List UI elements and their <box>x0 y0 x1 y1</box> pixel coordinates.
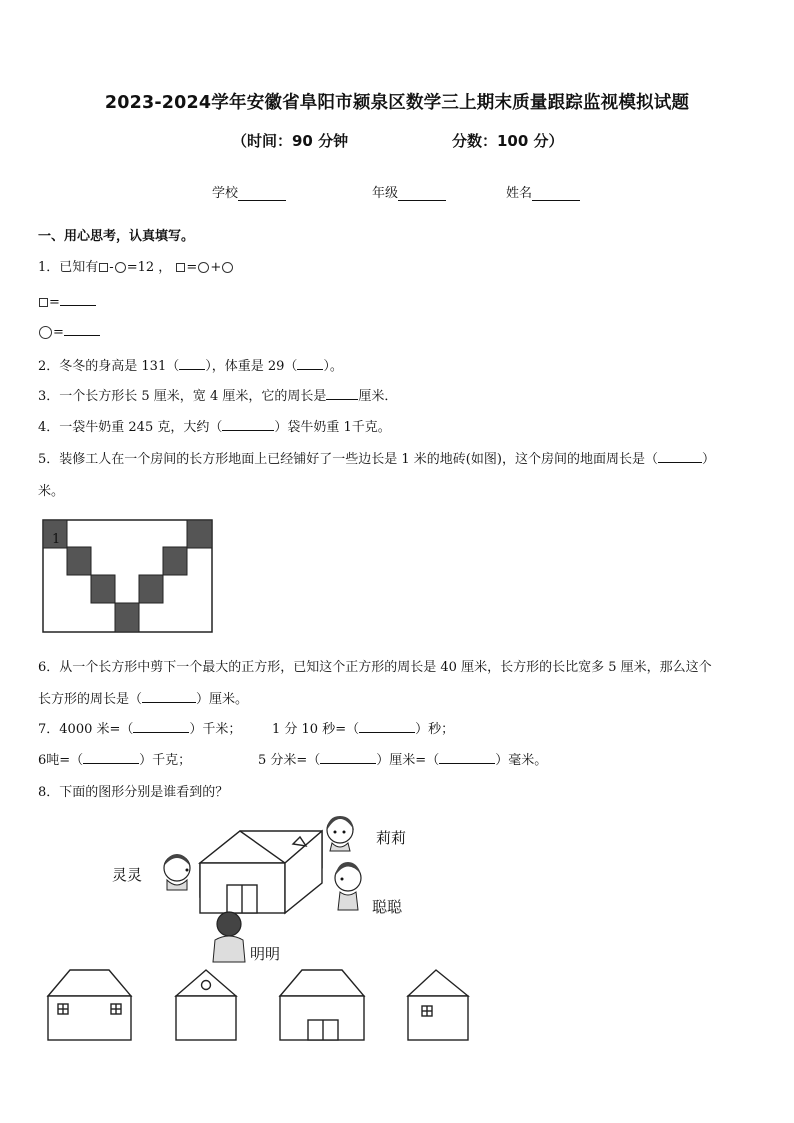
central-house <box>200 831 322 913</box>
floor-tile <box>187 520 212 548</box>
q1-answer-square <box>38 293 96 310</box>
question-7-line2 <box>38 749 191 768</box>
q2-blank-1[interactable] <box>179 357 205 370</box>
view-house-2 <box>176 970 236 1040</box>
name-blank[interactable] <box>532 186 580 201</box>
q6-blank[interactable] <box>142 690 196 703</box>
school-label: 学校 <box>212 186 239 201</box>
q6-text-c: ）厘米。 <box>196 692 249 707</box>
q5-text-a: 5．装修工人在一个房间的长方形地面上已经铺好了一些边长是 1 米的地砖(如图)，这个房间的地面周长是（ <box>38 452 658 467</box>
q3-text-a: 3．一个长方形长 5 厘米，宽 4 厘米，它的周长是 <box>38 389 327 404</box>
q7-text-e: 6吨=（ <box>38 753 84 768</box>
question-1 <box>38 256 234 275</box>
q2-text-c: ）。 <box>323 359 343 374</box>
question-4 <box>38 416 391 435</box>
floor-tile <box>163 547 187 575</box>
q1-circle-blank[interactable] <box>64 323 100 336</box>
q7-text-b: ）千米； <box>189 722 242 737</box>
question-2 <box>38 355 343 374</box>
question-6 <box>38 656 712 675</box>
q4-blank[interactable] <box>222 418 274 431</box>
q7-text-g: 5 分米=（ <box>258 753 321 768</box>
question-5 <box>38 448 715 467</box>
q7-text-i: ）毫米。 <box>495 753 548 768</box>
name-mingming: 明明 <box>250 945 281 963</box>
exam-score: 分数：100 分） <box>452 132 564 150</box>
name-lingling: 灵灵 <box>112 866 143 884</box>
q1-eq2: = <box>186 260 198 275</box>
child-lingling <box>164 854 190 890</box>
square-symbol-icon <box>176 263 185 272</box>
circle-symbol-icon <box>222 262 233 273</box>
q1-square-blank[interactable] <box>60 293 96 306</box>
q2-text-a: 2．冬冬的身高是 131（ <box>38 359 180 374</box>
tile-side-label: 1 <box>52 532 61 547</box>
circle-symbol-icon <box>115 262 126 273</box>
name-field <box>506 182 580 201</box>
question-7-part2 <box>272 718 454 737</box>
grade-label: 年级 <box>372 186 399 201</box>
q1-eq: =12 ， <box>126 260 172 275</box>
q1-prefix: 1．已知有 <box>38 260 99 275</box>
q6-text-a: 6．从一个长方形中剪下一个最大的正方形，已知这个正方形的周长是 40 厘米，长方形的长比宽多 5 厘米，那么这个 <box>38 660 712 675</box>
q4-text-b: ）袋牛奶重 1千克。 <box>274 420 391 435</box>
floor-tile <box>115 603 139 632</box>
question-6-line2 <box>38 688 248 707</box>
q1-ans2-eq: = <box>53 325 64 340</box>
tile-floor-figure <box>42 519 214 635</box>
square-symbol-icon <box>39 298 48 307</box>
view-house-4 <box>408 970 468 1040</box>
q6-text-b: 长方形的周长是（ <box>38 692 143 707</box>
square-symbol-icon <box>99 263 108 272</box>
q1-ans1-eq: = <box>49 295 60 310</box>
section-heading: 一、用心思考，认真填写。 <box>38 229 195 244</box>
name-lili: 莉莉 <box>376 829 407 847</box>
question-8: 8．下面的图形分别是谁看到的？ <box>38 785 229 800</box>
q7-text-h: ）厘米=（ <box>376 753 440 768</box>
q2-blank-2[interactable] <box>297 357 323 370</box>
question-7-line2-part2 <box>258 749 547 768</box>
q7-text-a: 7．4000 米=（ <box>38 722 134 737</box>
question-3 <box>38 385 397 404</box>
name-congcong: 聪聪 <box>372 898 403 916</box>
school-blank[interactable] <box>238 186 286 201</box>
grade-field <box>372 182 446 201</box>
q1-minus: - <box>109 260 114 275</box>
child-lili <box>327 816 354 851</box>
q2-text-b: ），体重是 29（ <box>205 359 298 374</box>
q1-plus: + <box>210 260 222 275</box>
page-title: 2023-2024学年安徽省阜阳市颍泉区数学三上期末质量跟踪监视模拟试题 <box>104 93 690 113</box>
view-house-3 <box>280 970 364 1040</box>
child-congcong <box>335 862 361 910</box>
circle-symbol-icon <box>198 262 209 273</box>
q7-text-d: ）秒； <box>415 722 455 737</box>
school-field <box>212 182 286 201</box>
q3-blank[interactable] <box>326 387 358 400</box>
q7-blank-3[interactable] <box>83 751 139 764</box>
floor-tile <box>91 575 115 603</box>
house-views-figure <box>40 808 480 1048</box>
q7-blank-1[interactable] <box>133 720 189 733</box>
q5-blank[interactable] <box>658 450 702 463</box>
exam-time: （时间：90 分钟 <box>232 132 349 150</box>
q5-text-c: 米。 <box>38 484 65 499</box>
floor-tile <box>139 575 163 603</box>
q7-blank-2[interactable] <box>359 720 415 733</box>
child-mingming <box>213 912 245 962</box>
q5-text-b: ） <box>701 452 715 467</box>
floor-tile <box>67 547 91 575</box>
question-7 <box>38 718 241 737</box>
view-house-1 <box>48 970 131 1040</box>
q3-text-b: 厘米． <box>358 389 398 404</box>
q1-answer-circle <box>38 323 100 340</box>
name-label: 姓名 <box>506 186 533 201</box>
q7-blank-5[interactable] <box>439 751 495 764</box>
grade-blank[interactable] <box>398 186 446 201</box>
q7-blank-4[interactable] <box>320 751 376 764</box>
q7-text-f: ）千克； <box>139 753 192 768</box>
q4-text-a: 4．一袋牛奶重 245 克，大约（ <box>38 420 223 435</box>
circle-symbol-icon <box>39 326 52 339</box>
q7-text-c: 1 分 10 秒=（ <box>272 722 360 737</box>
